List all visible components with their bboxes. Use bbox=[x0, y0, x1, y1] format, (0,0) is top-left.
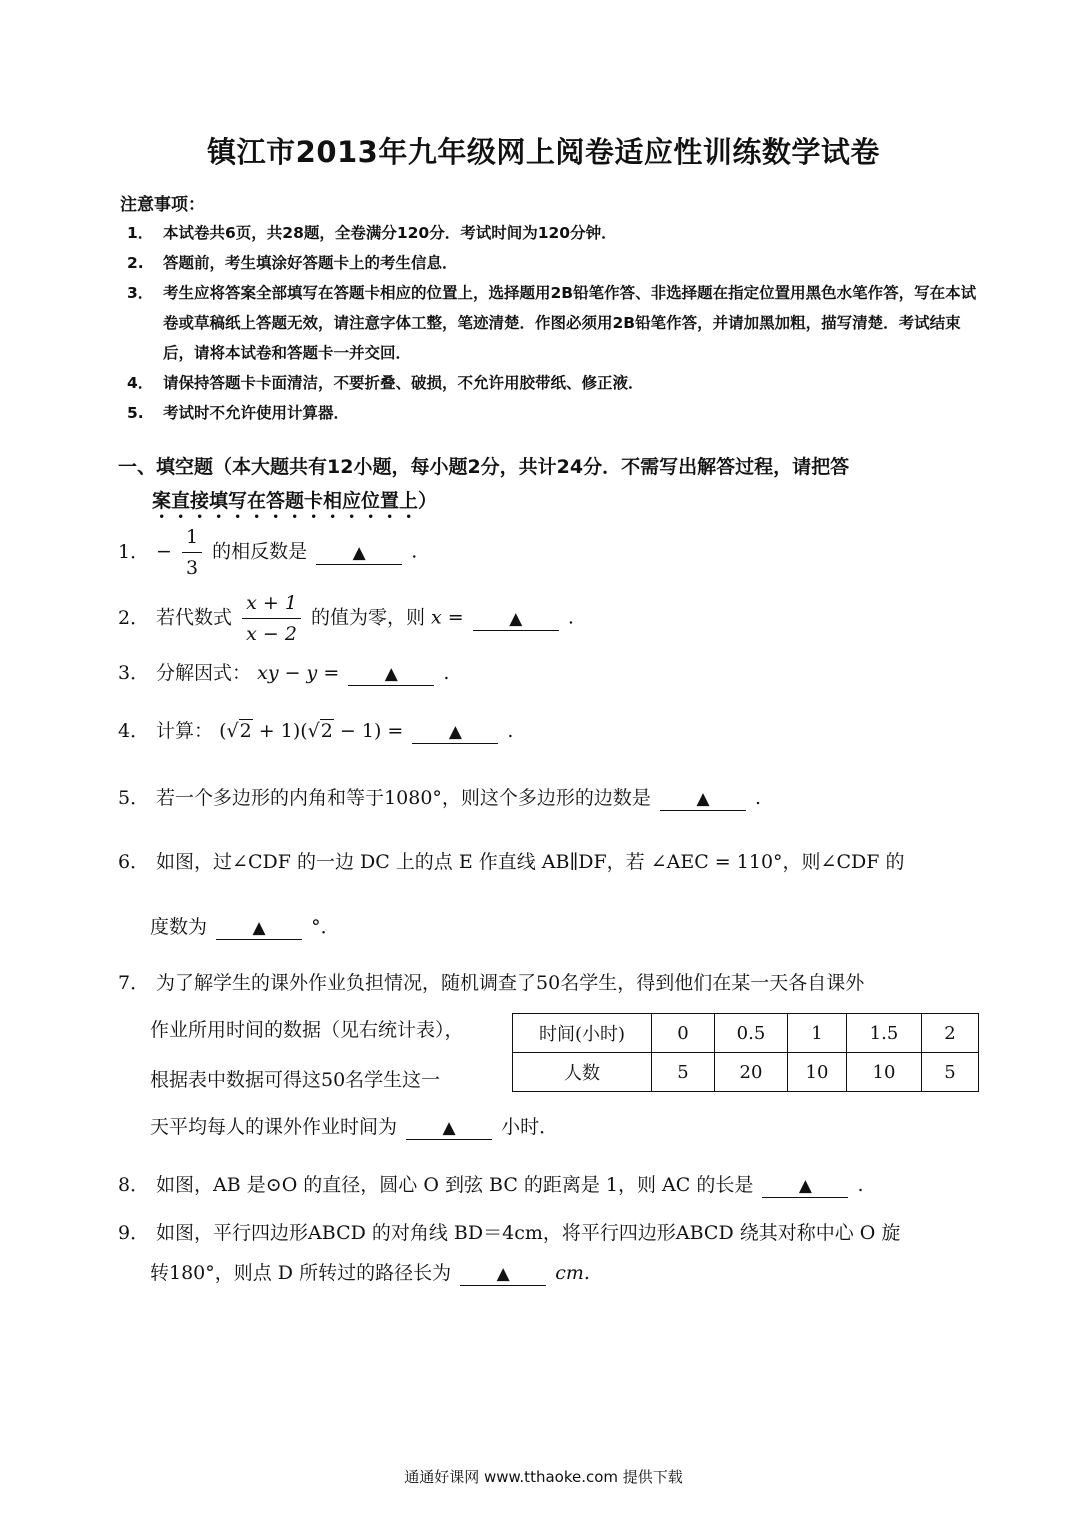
question-text: 转180°，则点 D 所转过的路径长为 bbox=[150, 1262, 452, 1284]
fraction-denominator: 3 bbox=[186, 557, 199, 579]
triangle-icon: ▲ bbox=[442, 1118, 456, 1138]
question-number: 1． bbox=[118, 540, 150, 563]
question-number: 7． bbox=[118, 972, 150, 994]
notice-item-text: 答题前，考生填涂好答题卡上的考生信息． bbox=[163, 254, 458, 272]
fraction-denominator: x − 2 bbox=[246, 623, 297, 645]
fraction bbox=[182, 522, 202, 583]
notice-item-text: 本试卷共6页，共28题，全卷满分120分．考试时间为120分钟． bbox=[163, 224, 617, 242]
question-8 bbox=[118, 1170, 864, 1200]
notice-item-number: 3． bbox=[127, 284, 154, 302]
question-text: 若代数式 bbox=[156, 606, 233, 629]
table-cell: 0 bbox=[652, 1014, 715, 1053]
question-9 bbox=[118, 1218, 900, 1248]
notice-item-number: 1． bbox=[127, 224, 154, 242]
table-cell: 20 bbox=[715, 1053, 788, 1092]
table-cell: 10 bbox=[788, 1053, 847, 1092]
notice-item-number: 5. bbox=[127, 404, 144, 422]
triangle-icon: ▲ bbox=[496, 1264, 510, 1284]
notice-list bbox=[127, 218, 977, 428]
table-cell: 0.5 bbox=[715, 1014, 788, 1053]
answer-blank bbox=[316, 541, 402, 565]
question-7-line2: 作业所用时间的数据（见右统计表）， bbox=[150, 1019, 464, 1041]
table-header-cell: 人数 bbox=[513, 1053, 652, 1092]
question-9-line2 bbox=[150, 1258, 590, 1288]
notice-item-text: 考生应将答案全部填写在答题卡相应的位置上，选择题用2B铅笔作答、非选择题在指定位置用黑色水笔作答，写在本试卷或草稿纸上答题无效，请注意字体工整，笔迹清楚．作图必须用2B铅笔作答，并请加黑加粗，描写清楚．考试结束后，请将本试卷和答题卡一并交回． bbox=[163, 284, 977, 362]
question-6 bbox=[118, 847, 904, 877]
section-heading-line1: 一、填空题（本大题共有12小题，每小题2分，共计24分．不需写出解答过程，请把答 bbox=[118, 456, 850, 478]
section-heading bbox=[118, 450, 978, 523]
notice-item bbox=[127, 278, 977, 368]
variable: x = bbox=[431, 606, 464, 629]
question-2 bbox=[118, 588, 574, 649]
section-heading-tail: ） bbox=[418, 490, 438, 512]
unit-label: cm. bbox=[555, 1262, 590, 1284]
question-number: 6． bbox=[118, 851, 150, 873]
triangle-icon: ▲ bbox=[384, 664, 398, 684]
fraction-numerator: 1 bbox=[182, 522, 202, 553]
answer-blank bbox=[762, 1174, 848, 1198]
question-end: . bbox=[411, 540, 418, 563]
table-cell: 5 bbox=[652, 1053, 715, 1092]
expr-part: + 1)( bbox=[252, 720, 308, 742]
table-row bbox=[513, 1053, 979, 1092]
table-cell: 1 bbox=[788, 1014, 847, 1053]
triangle-icon: ▲ bbox=[509, 608, 523, 629]
section-heading-line2 bbox=[118, 484, 978, 523]
question-number: 3． bbox=[118, 662, 150, 684]
question-3 bbox=[118, 658, 449, 688]
answer-blank bbox=[406, 1116, 492, 1140]
question-end: . bbox=[507, 720, 514, 742]
notice-item bbox=[127, 368, 977, 398]
page-title: 镇江市2013年九年级网上阅卷适应性训练数学试卷 bbox=[207, 135, 880, 169]
question-6-line2 bbox=[150, 912, 340, 942]
question-text: 如图，过∠CDF 的一边 DC 上的点 E 作直线 AB∥DF，若 ∠AEC = 110°，则∠CDF 的 bbox=[156, 851, 905, 873]
question-end: . bbox=[755, 787, 762, 809]
question-text: 的相反数是 bbox=[212, 540, 308, 563]
question-end: °． bbox=[311, 916, 340, 938]
table-cell: 10 bbox=[847, 1053, 922, 1092]
question-text: 天平均每人的课外作业时间为 bbox=[150, 1116, 398, 1138]
notice-item-number: 2. bbox=[127, 254, 144, 272]
angle-value: 1080° bbox=[384, 787, 442, 809]
math-expression: (√2 + 1)(√2 − 1) = bbox=[219, 720, 404, 742]
expr-part: − 1) = bbox=[333, 720, 404, 742]
math-expression: xy − y = bbox=[257, 662, 340, 684]
answer-blank bbox=[660, 787, 746, 811]
triangle-icon: ▲ bbox=[252, 918, 266, 938]
triangle-icon: ▲ bbox=[798, 1176, 812, 1196]
paren: ( bbox=[219, 720, 227, 742]
question-number: 9． bbox=[118, 1222, 150, 1244]
answer-blank bbox=[216, 916, 302, 940]
question-text: 分解因式： bbox=[156, 662, 252, 684]
statistics-table bbox=[512, 1013, 979, 1092]
question-number: 5． bbox=[118, 787, 150, 809]
question-end: . bbox=[857, 1174, 864, 1196]
unit-label: 小时． bbox=[501, 1116, 559, 1138]
triangle-icon: ▲ bbox=[352, 542, 366, 563]
answer-blank bbox=[473, 607, 559, 631]
question-text: 的值为零，则 bbox=[310, 606, 425, 629]
notice-item-number: 4． bbox=[127, 374, 154, 392]
table-cell: 2 bbox=[922, 1014, 979, 1053]
fraction bbox=[242, 588, 301, 649]
question-text: 为了解学生的课外作业负担情况，随机调查了50名学生，得到他们在某一天各自课外 bbox=[156, 972, 865, 994]
page-footer: 通通好课网 www.tthaoke.com 提供下载 bbox=[404, 1468, 683, 1486]
section-heading-emphasis: 案直接填写在答题卡相应位置上 bbox=[152, 490, 419, 512]
question-text: 如图，平行四边形ABCD 的对角线 BD＝4cm，将平行四边形ABCD 绕其对称中心 O 旋 bbox=[156, 1222, 901, 1244]
notice-item bbox=[127, 218, 977, 248]
notice-item bbox=[127, 398, 977, 428]
question-7-line4 bbox=[150, 1112, 558, 1142]
question-text: 度数为 bbox=[150, 916, 208, 938]
table-cell: 1.5 bbox=[847, 1014, 922, 1053]
triangle-icon: ▲ bbox=[448, 722, 462, 742]
notice-item-text: 请保持答题卡卡面清洁，不要折叠、破损，不允许用胶带纸、修正液． bbox=[163, 374, 644, 392]
question-text: 如图，AB 是⊙O 的直径，圆心 O 到弦 BC 的距离是 1，则 AC 的长是 bbox=[156, 1174, 754, 1196]
question-number: 8． bbox=[118, 1174, 150, 1196]
sqrt-radicand: 2 bbox=[320, 720, 333, 742]
table-header-cell: 时间(小时) bbox=[513, 1014, 652, 1053]
notice-item bbox=[127, 248, 977, 278]
question-text: 计算： bbox=[156, 720, 214, 742]
question-end: . bbox=[567, 606, 574, 629]
question-7 bbox=[118, 968, 864, 998]
table-row bbox=[513, 1014, 979, 1053]
triangle-icon: ▲ bbox=[696, 789, 710, 809]
answer-blank bbox=[412, 720, 498, 744]
question-text: 若一个多边形的内角和等于 bbox=[156, 787, 385, 809]
question-5 bbox=[118, 783, 761, 813]
table-cell: 5 bbox=[922, 1053, 979, 1092]
question-4 bbox=[118, 716, 513, 746]
minus-sign: − bbox=[156, 540, 172, 563]
fraction-numerator: x + 1 bbox=[242, 588, 301, 619]
answer-blank bbox=[460, 1262, 546, 1286]
question-1 bbox=[118, 522, 417, 583]
notice-heading: 注意事项： bbox=[120, 195, 205, 215]
answer-blank bbox=[348, 662, 434, 686]
question-number: 2． bbox=[118, 606, 150, 629]
question-number: 4． bbox=[118, 720, 150, 742]
question-7-line3: 根据表中数据可得这50名学生这一 bbox=[150, 1069, 441, 1091]
question-text: ，则这个多边形的边数是 bbox=[441, 787, 651, 809]
question-end: . bbox=[443, 662, 450, 684]
sqrt-radicand: 2 bbox=[239, 720, 252, 742]
notice-item-text: 考试时不允许使用计算器． bbox=[163, 404, 350, 422]
